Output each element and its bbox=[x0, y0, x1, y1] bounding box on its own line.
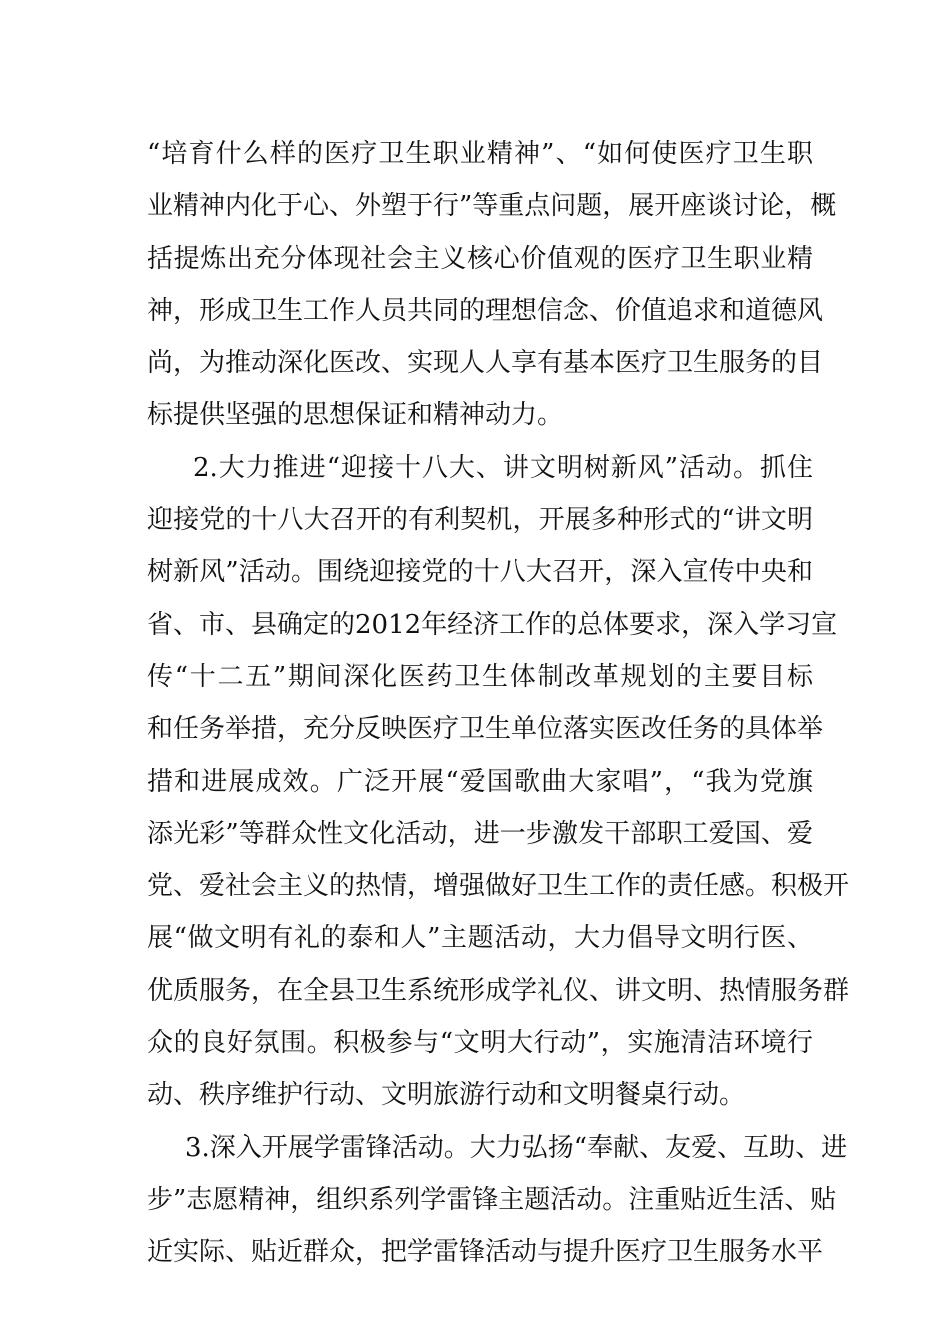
text-line: 展“做文明有礼的泰和人”主题活动，大力倡导文明行医、 bbox=[147, 923, 813, 954]
paragraph-start-line: 2.大力推进“迎接十八大、讲文明树新风”活动。抓住 bbox=[193, 452, 813, 483]
text-line: 众的良好氛围。积极参与“文明大行动”，实施清洁环境行 bbox=[147, 1028, 813, 1059]
text-line: 尚，为推动深化医改、实现人人享有基本医疗卫生服务的目 bbox=[147, 348, 824, 379]
text-line: 步”志愿精神，组织系列学雷锋主题活动。注重贴近生活、贴 bbox=[147, 1184, 837, 1215]
text-line: “培育什么样的医疗卫生职业精神”、“如何使医疗卫生职 bbox=[147, 139, 813, 169]
text-line: 党、爱社会主义的热情，增强做好卫生工作的责任感。积极开 bbox=[147, 871, 850, 902]
text-line: 括提炼出充分体现社会主义核心价值观的医疗卫生职业精 bbox=[147, 243, 813, 274]
text-line: 动、秩序维护行动、文明旅游行动和文明餐桌行动。 bbox=[147, 1080, 746, 1111]
text-line: 添光彩”等群众性文化活动，进一步激发干部职工爱国、爱 bbox=[147, 818, 813, 849]
text-line: 和任务举措，充分反映医疗卫生单位落实医改任务的具体举 bbox=[147, 714, 824, 745]
text-line: 树新风”活动。围绕迎接党的十八大召开，深入宣传中央和 bbox=[147, 557, 813, 588]
paragraph-start-line: 3.深入开展学雷锋活动。大力弘扬“奉献、友爱、互助、进 bbox=[185, 1132, 848, 1163]
text-line: 业精神内化于心、外塑于行”等重点问题，展开座谈讨论，概 bbox=[147, 191, 837, 222]
text-line: 迎接党的十八大召开的有利契机，开展多种形式的“讲文明 bbox=[147, 505, 813, 536]
text-line: 传“十二五”期间深化医药卫生体制改革规划的主要目标 bbox=[147, 661, 813, 692]
text-line: 优质服务，在全县卫生系统形成学礼仪、讲文明、热情服务群 bbox=[147, 975, 850, 1006]
text-line: 近实际、贴近群众，把学雷锋活动与提升医疗卫生服务水平 bbox=[147, 1237, 824, 1268]
text-line: 措和进展成效。广泛开展“爱国歌曲大家唱”，“我为党旗 bbox=[147, 766, 813, 797]
text-line: 省、市、县确定的2012年经济工作的总体要求，深入学习宣 bbox=[147, 609, 838, 640]
body-text bbox=[147, 128, 850, 1279]
text-line: 神，形成卫生工作人员共同的理想信念、价值追求和道德风 bbox=[147, 295, 824, 326]
text-line: 标提供坚强的思想保证和精神动力。 bbox=[147, 400, 564, 431]
